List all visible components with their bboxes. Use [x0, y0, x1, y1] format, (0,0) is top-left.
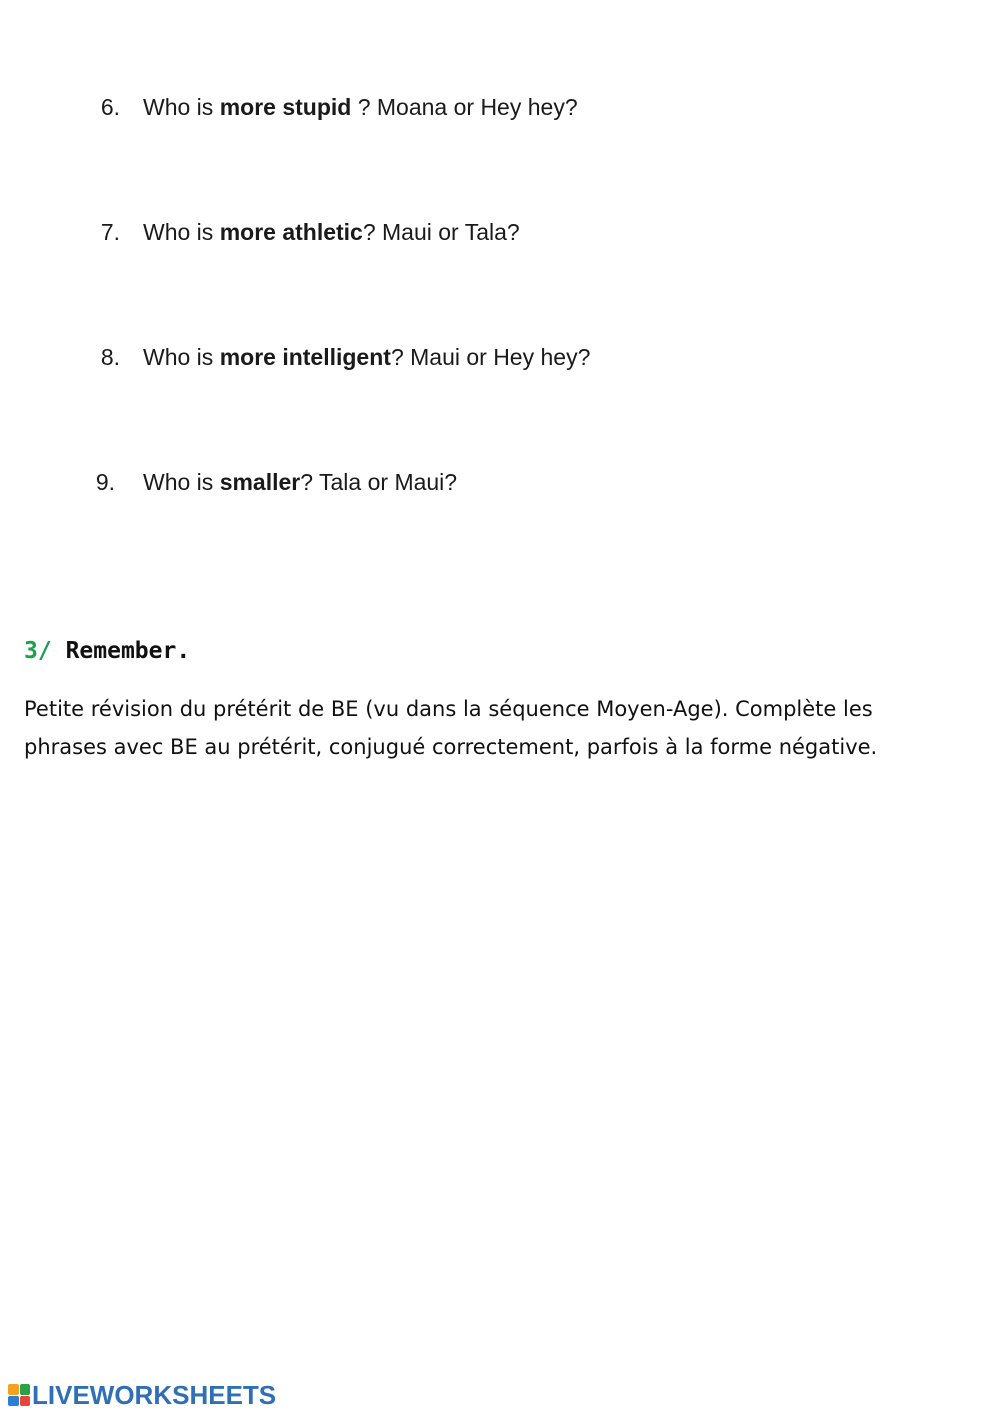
question-number: 6. [100, 94, 120, 120]
section-instructions [24, 690, 964, 766]
question-prefix: Who is [143, 344, 220, 370]
question-text [143, 92, 578, 122]
question-suffix: ? Tala or Maui? [300, 469, 458, 495]
question-text [143, 217, 520, 247]
question-suffix: ? Maui or Tala? [362, 219, 520, 245]
question-prefix: Who is [143, 94, 220, 120]
question-text [143, 467, 457, 497]
question-keyword: more stupid [219, 94, 352, 120]
liveworksheets-logo [8, 1380, 276, 1410]
section-heading [24, 636, 190, 666]
instruction-line: phrases avec BE au prétérit, conjugué correctement, parfois à la forme négative. [24, 735, 878, 759]
liveworksheets-blocks-icon [8, 1384, 30, 1406]
question-keyword: smaller [219, 469, 301, 495]
question-number: 8. [100, 344, 120, 370]
logo-text: LIVEWORKSHEETS [32, 1379, 277, 1410]
section-title: Remember. [65, 638, 191, 664]
question-text [143, 342, 590, 372]
question-keyword: more athletic [219, 219, 363, 245]
question-prefix: Who is [143, 219, 220, 245]
section-number: 3/ [24, 638, 52, 664]
question-suffix: ? Maui or Hey hey? [390, 344, 591, 370]
question-keyword: more intelligent [219, 344, 391, 370]
instruction-line: Petite révision du prétérit de BE (vu dans la séquence Moyen-Age). Complète les [24, 697, 873, 721]
question-prefix: Who is [143, 469, 220, 495]
question-number: 7. [100, 219, 120, 245]
question-suffix: ? Moana or Hey hey? [351, 94, 578, 120]
question-number: 9. [95, 469, 115, 495]
